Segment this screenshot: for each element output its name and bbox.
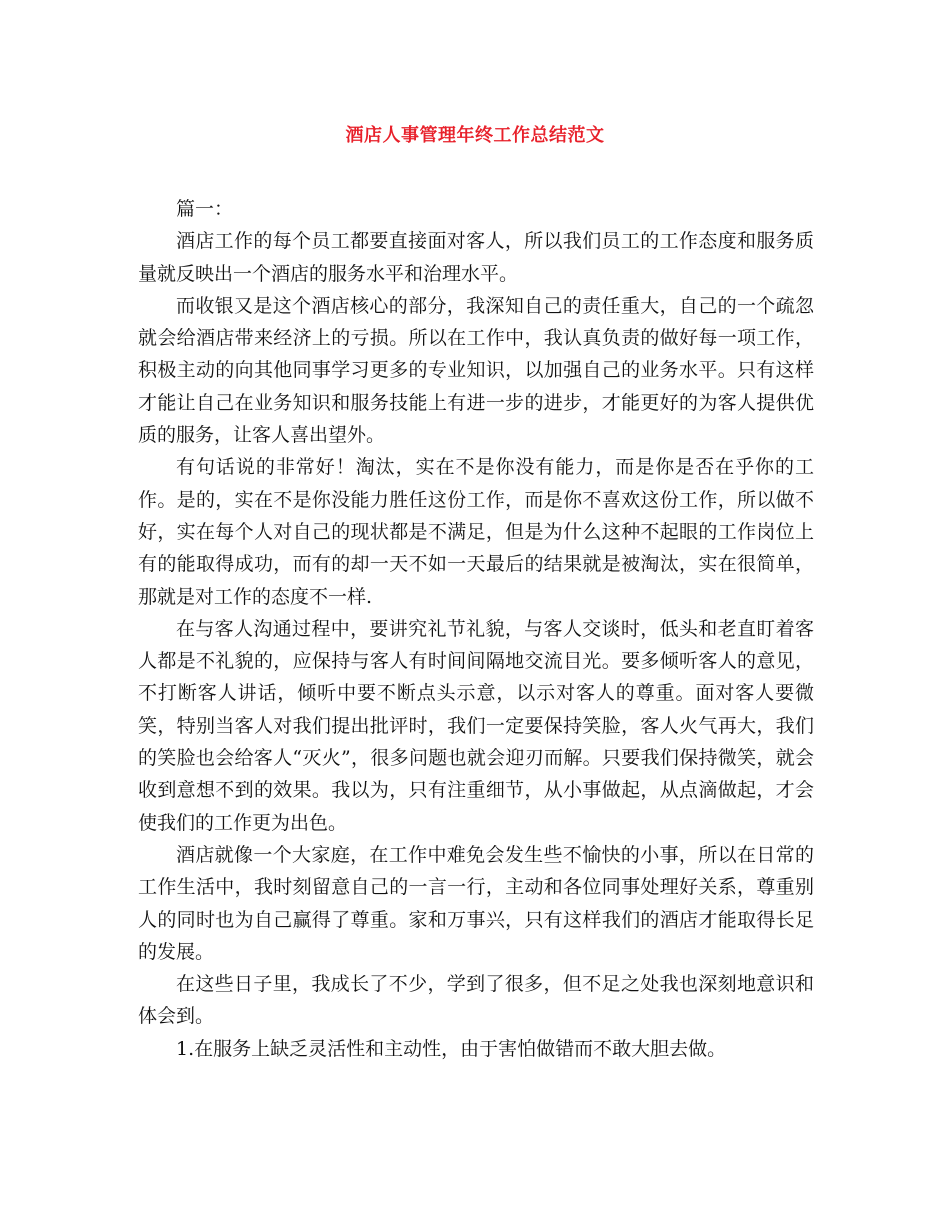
- document-title: 酒店人事管理年终工作总结范文: [345, 125, 605, 146]
- document-body: [138, 193, 814, 1065]
- list-item: 1.在服务上缺乏灵活性和主动性，由于害怕做错而不敢大胆去做。: [176, 1037, 727, 1060]
- paragraph: 在这些日子里，我成长了不少，学到了很多，但不足之处我也深刻地意识和体会到。: [138, 973, 814, 1028]
- paragraph: 酒店就像一个大家庭，在工作中难免会发生些不愉快的小事，所以在日常的工作生活中，我时刻留意自己的一言一行，主动和各位同事处理好关系，尊重别人的同时也为自己赢得了尊重。家和万事兴，只有这样我们的酒店才能取得长足的发展。: [138, 843, 814, 963]
- paragraph: 有句话说的非常好！淘汰，实在不是你没有能力，而是你是否在乎你的工作。是的，实在不是你没能力胜任这份工作，而是你不喜欢这份工作，所以做不好，实在每个人对自己的现状都是不满足，但是为什么这种不起眼的工作岗位上有的能取得成功，而有的却一天不如一天最后的结果就是被淘汰，实在很简单，那就是对工作的态度不一样.: [138, 456, 814, 608]
- paragraph: 而收银又是这个酒店核心的部分，我深知自己的责任重大，自己的一个疏忽就会给酒店带来经济上的亏损。所以在工作中，我认真负责的做好每一项工作，积极主动的向其他同事学习更多的专业知识，以加强自己的业务水平。只有这样才能让自己在业务知识和服务技能上有进一步的进步，才能更好的为客人提供优质的服务，让客人喜出望外。: [138, 294, 814, 447]
- paragraph: 酒店工作的每个员工都要直接面对客人，所以我们员工的工作态度和服务质量就反映出一个酒店的服务水平和治理水平。: [138, 230, 814, 285]
- paragraph-section-label: 篇一：: [176, 198, 234, 220]
- paragraph: 在与客人沟通过程中，要讲究礼节礼貌，与客人交谈时，低头和老直盯着客人都是不礼貌的，应保持与客人有时间间隔地交流目光。要多倾听客人的意见，不打断客人讲话，倾听中要不断点头示意，以示对客人的尊重。面对客人要微笑，特别当客人对我们提出批评时，我们一定要保持笑脸，客人火气再大，我们的笑脸也会给客人“灭火”，很多问题也就会迎刃而解。只要我们保持微笑，就会收到意想不到的效果。我以为，只有注重细节，从小事做起，从点滴做起，才会使我们的工作更为出色。: [138, 617, 814, 834]
